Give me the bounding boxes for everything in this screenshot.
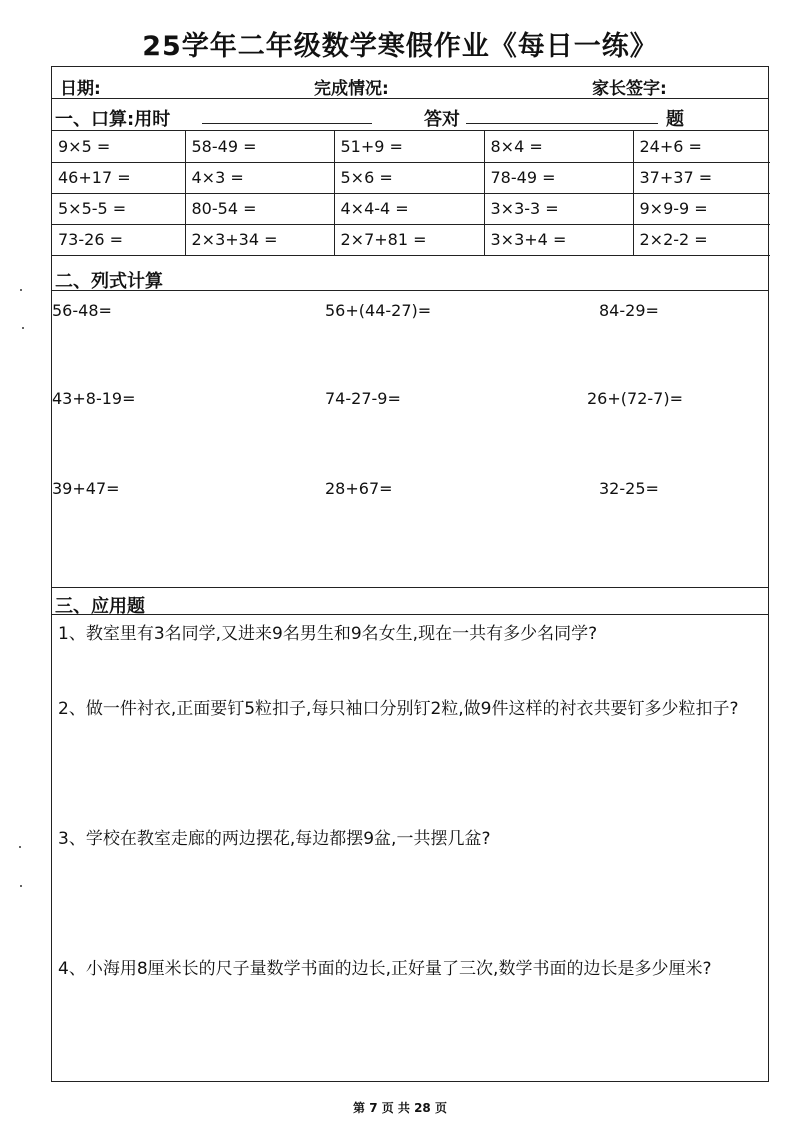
calc-item: 39+47= — [52, 479, 120, 498]
oral-cell: 2×7+81 = — [334, 224, 484, 255]
section1-header — [52, 99, 768, 131]
oral-cell: 5×6 = — [334, 162, 484, 193]
section3-heading: 三、应用题 — [55, 596, 145, 617]
problem-3: 3、学校在教室走廊的两边摆花,每边都摆9盆,一共摆几盆? — [58, 829, 491, 849]
scan-speck — [20, 289, 22, 291]
oral-cell: 9×5 = — [52, 131, 185, 162]
oral-cell: 46+17 = — [52, 162, 185, 193]
table-row — [52, 193, 770, 224]
oral-cell: 73-26 = — [52, 224, 185, 255]
scan-speck — [22, 327, 24, 329]
scan-speck — [19, 846, 21, 848]
page-footer: 第 7 页 共 28 页 — [353, 1101, 447, 1115]
calc-item: 26+(72-7)= — [587, 389, 683, 408]
section1-heading: 一、口算:用时 — [55, 109, 171, 130]
problem-1: 1、教室里有3名同学,又进来9名男生和9名女生,现在一共有多少名同学? — [58, 624, 598, 644]
calc-item: 56-48= — [52, 301, 112, 320]
calc-item: 28+67= — [325, 479, 393, 498]
unit-label: 题 — [666, 109, 684, 130]
parent-signature-label: 家长签字: — [592, 79, 667, 99]
scan-speck — [20, 885, 22, 887]
oral-table — [52, 131, 770, 256]
page-title: 25学年二年级数学寒假作业《每日一练》 — [142, 31, 658, 62]
oral-cell: 5×5-5 = — [52, 193, 185, 224]
calc-item: 32-25= — [599, 479, 659, 498]
date-label: 日期: — [60, 79, 101, 99]
correct-label: 答对 — [424, 109, 460, 130]
oral-cell: 24+6 = — [633, 131, 770, 162]
calc-item: 43+8-19= — [52, 389, 136, 408]
oral-cell: 3×3+4 = — [484, 224, 633, 255]
calc-item: 56+(44-27)= — [325, 301, 432, 320]
calc-item: 74-27-9= — [325, 389, 401, 408]
oral-cell: 4×4-4 = — [334, 193, 484, 224]
oral-cell: 4×3 = — [185, 162, 334, 193]
oral-cell: 58-49 = — [185, 131, 334, 162]
problem-2: 2、做一件衬衣,正面要钉5粒扣子,每只袖口分别钉2粒,做9件这样的衬衣共要钉多少粒扣子? — [58, 699, 739, 719]
oral-cell: 37+37 = — [633, 162, 770, 193]
table-row — [52, 224, 770, 255]
section3-header — [52, 587, 768, 615]
table-row — [52, 162, 770, 193]
oral-cell: 8×4 = — [484, 131, 633, 162]
section2-header — [52, 263, 768, 291]
oral-cell: 3×3-3 = — [484, 193, 633, 224]
section2-heading: 二、列式计算 — [55, 271, 163, 292]
oral-cell: 80-54 = — [185, 193, 334, 224]
time-blank — [202, 123, 372, 124]
calc-item: 84-29= — [599, 301, 659, 320]
problem-4: 4、小海用8厘米长的尺子量数学书面的边长,正好量了三次,数学书面的边长是多少厘米? — [58, 959, 712, 979]
worksheet — [51, 66, 769, 1082]
oral-cell: 2×2-2 = — [633, 224, 770, 255]
completion-label: 完成情况: — [314, 79, 389, 99]
oral-cell: 9×9-9 = — [633, 193, 770, 224]
oral-cell: 51+9 = — [334, 131, 484, 162]
oral-cell: 78-49 = — [484, 162, 633, 193]
correct-blank — [466, 123, 658, 124]
info-row — [52, 67, 768, 99]
oral-cell: 2×3+34 = — [185, 224, 334, 255]
table-row — [52, 131, 770, 162]
calc-area — [52, 291, 768, 591]
